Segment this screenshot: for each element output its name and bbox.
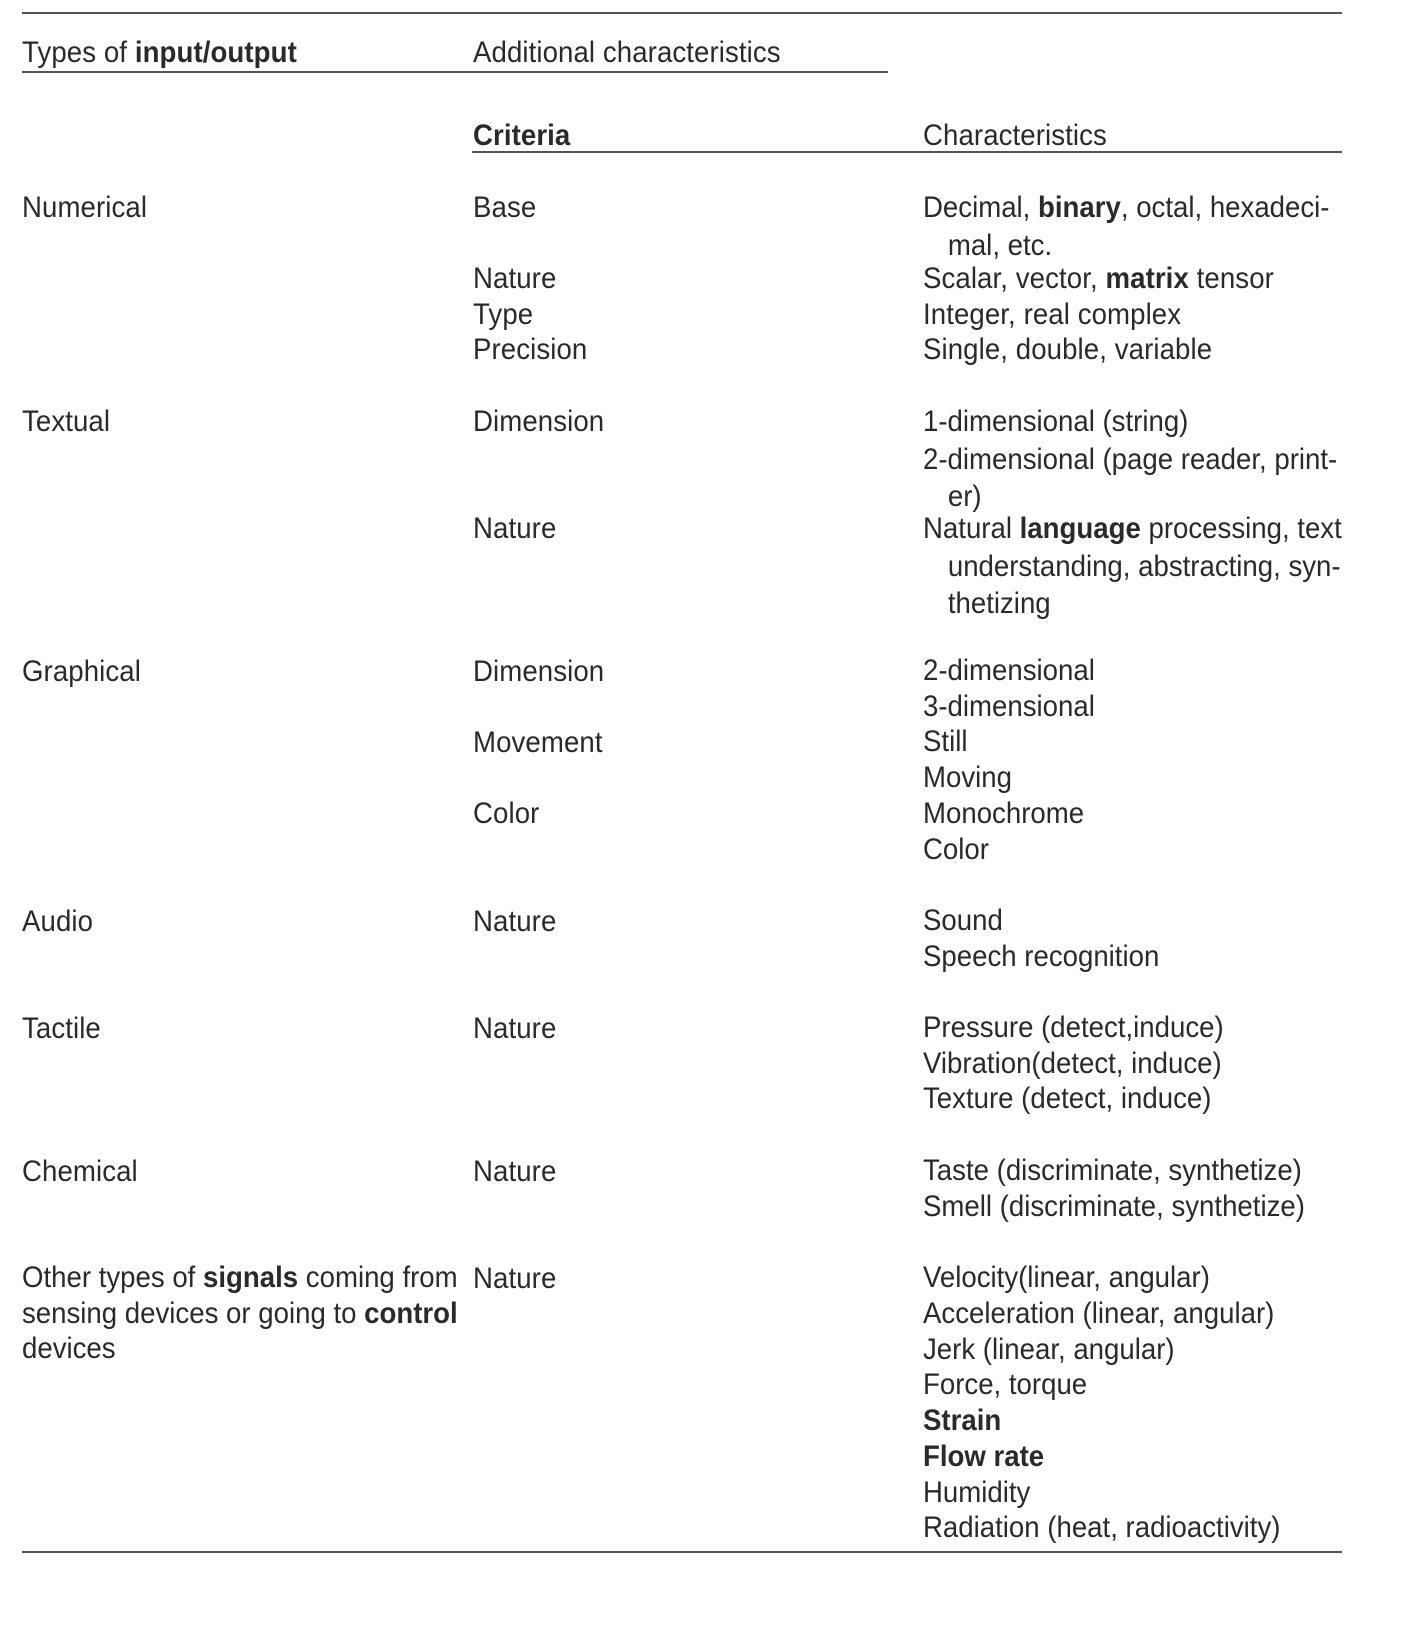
type-other-signals <box>22 1260 458 1367</box>
char-type: Integer, real complex <box>923 298 1182 331</box>
char-line: Still <box>923 725 968 759</box>
char-line-bold: Flow rate <box>923 1439 1045 1473</box>
type-line: devices <box>22 1332 116 1366</box>
char-line: Sound <box>923 904 1003 937</box>
type-line: sensing devices or going to control <box>22 1296 458 1330</box>
char-line: understanding, abstracting, syn- <box>947 549 1341 583</box>
char-line: Velocity(linear, angular) <box>923 1261 1210 1294</box>
char-precision: Single, double, variable <box>923 333 1213 366</box>
char-line: Monochrome <box>923 796 1085 830</box>
char-base-line2: mal, etc. <box>947 228 1053 262</box>
audio-characteristics <box>923 903 1159 974</box>
textual-nature-characteristics <box>923 510 1342 623</box>
type-line: Other types of signals coming from <box>22 1261 458 1294</box>
criteria-nature: Nature <box>473 512 557 545</box>
criteria-nature: Nature <box>473 1262 557 1295</box>
numerical-characteristics <box>923 189 1330 264</box>
char-line: Color <box>923 832 989 866</box>
criteria-precision: Precision <box>473 333 588 366</box>
criteria-nature: Nature <box>473 1012 557 1045</box>
criteria-nature: Nature <box>473 905 557 938</box>
char-line: Taste (discriminate, synthetize) <box>923 1154 1302 1187</box>
char-line: Smell (discriminate, synthetize) <box>923 1189 1305 1223</box>
type-textual: Textual <box>22 405 111 438</box>
char-line: Texture (detect, induce) <box>923 1082 1212 1116</box>
char-line: 3-dimensional <box>923 689 1095 723</box>
criteria-nature: Nature <box>473 262 557 295</box>
char-line: Jerk (linear, angular) <box>923 1332 1175 1366</box>
header-underline-left <box>22 71 888 73</box>
char-line: Natural language processing, text <box>923 512 1342 545</box>
char-line: 1-dimensional (string) <box>923 405 1189 438</box>
header-types: Types of input/output <box>22 36 297 69</box>
criteria-dimension: Dimension <box>473 655 605 688</box>
chemical-characteristics <box>923 1153 1305 1224</box>
type-audio: Audio <box>22 905 94 938</box>
criteria-base: Base <box>473 191 537 224</box>
criteria-nature: Nature <box>473 1155 557 1188</box>
header-additional-characteristics: Additional characteristics <box>473 36 781 69</box>
char-base-line1: Decimal, binary, octal, hexadeci- <box>923 191 1330 224</box>
char-line: Force, torque <box>923 1368 1088 1402</box>
char-line: Humidity <box>923 1475 1031 1509</box>
char-line: er) <box>947 480 982 513</box>
textual-dimension-characteristics <box>923 403 1337 516</box>
header-criteria: Criteria <box>473 119 571 152</box>
type-numerical: Numerical <box>22 191 148 224</box>
char-line-bold: Strain <box>923 1404 1002 1437</box>
header-characteristics: Characteristics <box>923 119 1107 152</box>
graphical-characteristics <box>923 653 1095 867</box>
char-line: Pressure (detect,induce) <box>923 1011 1224 1044</box>
char-line: 2-dimensional (page reader, print- <box>923 442 1338 476</box>
criteria-color: Color <box>473 797 540 830</box>
char-line: Acceleration (linear, angular) <box>923 1296 1275 1330</box>
top-rule <box>22 12 1342 14</box>
type-tactile: Tactile <box>22 1012 101 1045</box>
criteria-movement: Movement <box>473 726 603 759</box>
char-nature: Scalar, vector, matrix tensor <box>923 262 1274 295</box>
other-characteristics <box>923 1260 1280 1546</box>
type-graphical: Graphical <box>22 655 141 688</box>
tactile-characteristics <box>923 1010 1224 1117</box>
char-line: Moving <box>923 761 1012 795</box>
char-line: Vibration(detect, induce) <box>923 1046 1222 1080</box>
char-line: 2-dimensional <box>923 654 1095 687</box>
char-line: Speech recognition <box>923 939 1160 973</box>
criteria-type: Type <box>473 298 534 331</box>
bottom-rule <box>22 1551 1342 1553</box>
type-chemical: Chemical <box>22 1155 138 1188</box>
criteria-dimension: Dimension <box>473 405 605 438</box>
char-line: Radiation (heat, radioactivity) <box>923 1511 1281 1545</box>
char-line: thetizing <box>947 587 1051 620</box>
subheader-underline <box>472 151 1342 153</box>
